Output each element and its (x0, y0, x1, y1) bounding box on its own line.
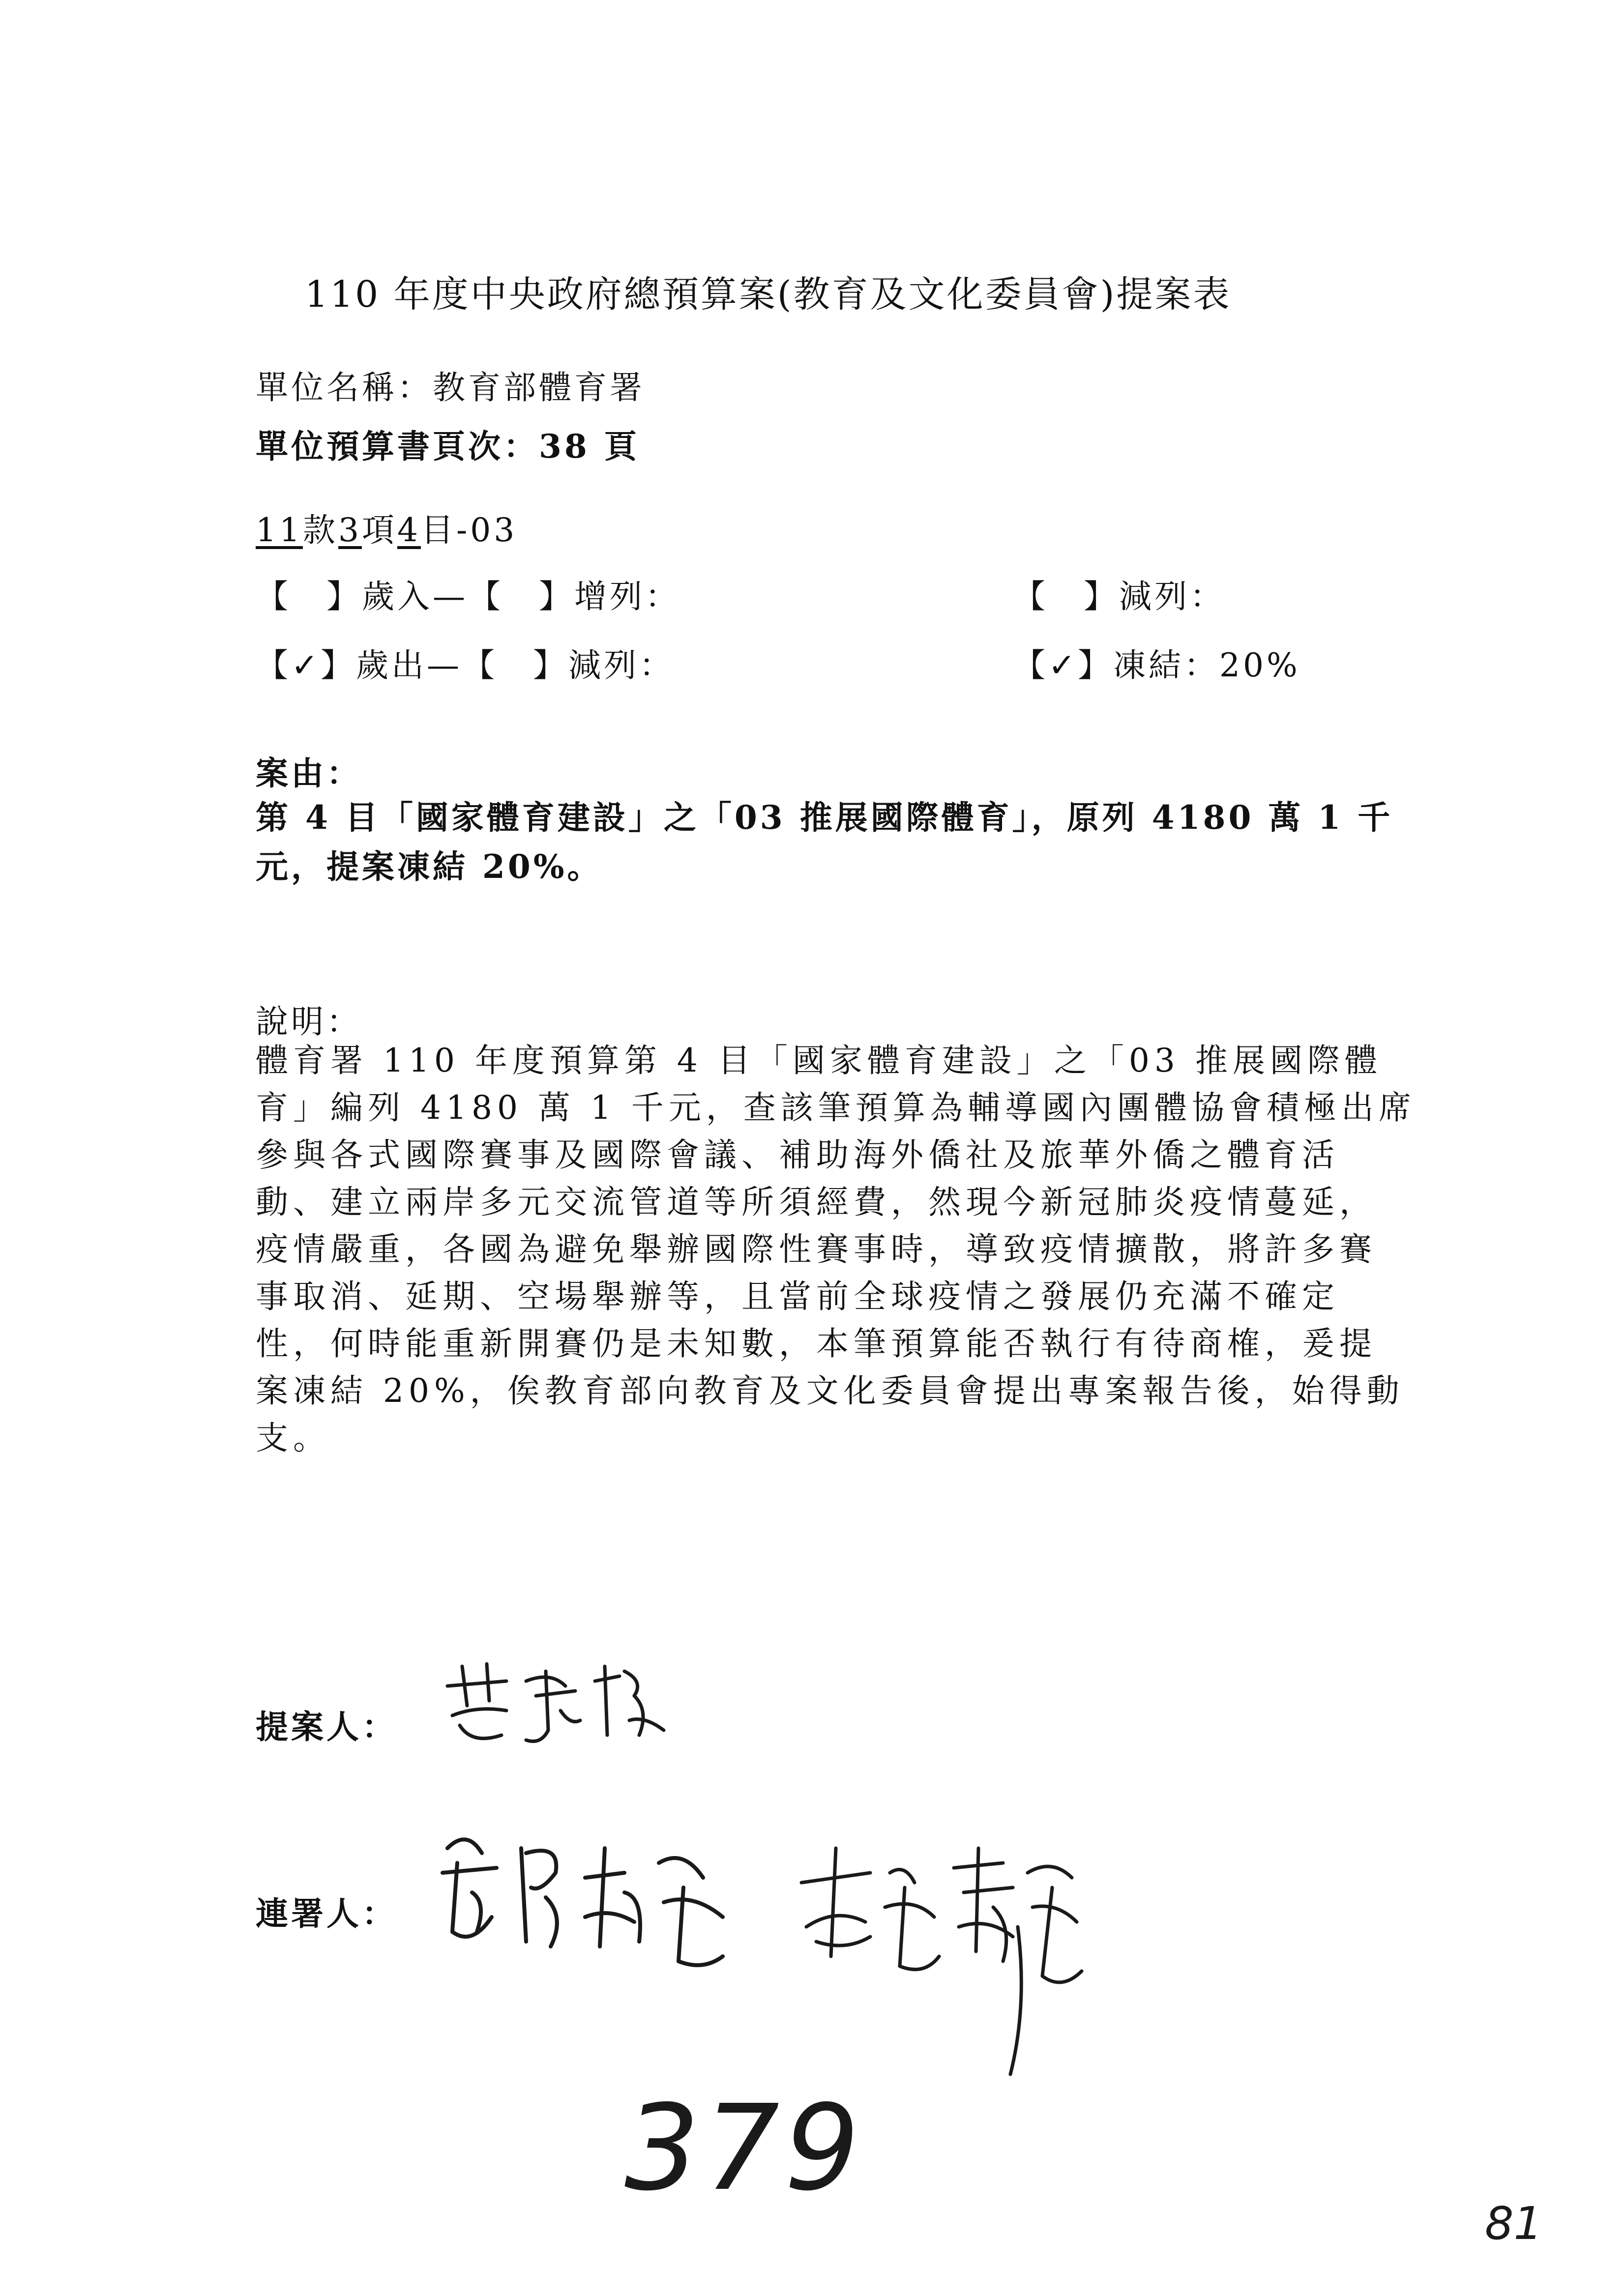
option-expenditure-label: 】歲出—【 】減列： (321, 646, 675, 684)
explanation-line: 育」編列 4180 萬 1 千元，查該筆預算為輔導國內團體協會積極出席 (256, 1089, 1416, 1127)
option-decrease-1: 【 】減列： (1013, 578, 1225, 615)
proposer-signature (433, 1652, 688, 1760)
explanation-line: 事取消、延期、空場舉辦等，且當前全球疫情之發展仍充滿不確定 (256, 1278, 1339, 1315)
explanation-line: 性，何時能重新開賽仍是未知數，本筆預算能否執行有待商榷，爰提 (256, 1325, 1377, 1363)
page-number: 81 (1485, 2197, 1543, 2250)
reason-text-line-2: 元，提案凍結 20%。 (256, 847, 603, 886)
budget-page: 單位預算書頁次：38 頁 (256, 427, 640, 465)
option-freeze-label: 】凍結：20% (1078, 646, 1300, 684)
explanation-line: 案凍結 20%，俟教育部向教育及文化委員會提出專案報告後，始得動 (256, 1372, 1404, 1410)
item-kuan-label: 款 (302, 511, 338, 549)
cosigner-signature-1 (428, 1819, 742, 1981)
explanation-heading: 說明： (256, 1003, 362, 1041)
item-code (256, 504, 517, 551)
check-icon: ✓ (291, 646, 322, 684)
page-title: 110 年度中央政府總預算案(教育及文化委員會)提案表 (305, 273, 1232, 316)
explanation-body (256, 1037, 1436, 1462)
bracket-open: 【 (256, 646, 291, 684)
bracket-open: 【 (1013, 646, 1048, 684)
proposer-label: 提案人： (256, 1708, 397, 1746)
item-xiang: 3 (338, 511, 362, 549)
handwritten-number: 379 (624, 2079, 865, 2217)
item-mu-label: 目-03 (420, 511, 518, 549)
item-mu: 4 (397, 511, 421, 549)
explanation-line: 疫情嚴重，各國為避免舉辦國際性賽事時，導致疫情擴散，將許多賽 (256, 1230, 1377, 1268)
reason-heading: 案由： (256, 754, 362, 792)
explanation-line: 支。 (256, 1419, 330, 1457)
explanation-line: 參與各式國際賽事及國際會議、補助海外僑社及旅華外僑之體育活 (256, 1136, 1339, 1174)
cosigner-label: 連署人： (256, 1894, 397, 1933)
option-expenditure-decrease (256, 639, 675, 686)
check-icon: ✓ (1048, 646, 1079, 684)
option-freeze (1013, 639, 1300, 686)
item-kuan: 11 (256, 511, 303, 549)
option-revenue-increase: 【 】歲入—【 】增列： (256, 578, 680, 615)
unit-name: 單位名稱：教育部體育署 (256, 369, 645, 407)
explanation-line: 體育署 110 年度預算第 4 目「國家體育建設」之「03 推展國際體 (256, 1042, 1382, 1079)
reason-text-line-1: 第 4 目「國家體育建設」之「03 推展國際體育」，原列 4180 萬 1 千 (256, 798, 1393, 837)
cosigner-signature-2 (787, 1829, 1092, 2084)
item-xiang-label: 項 (361, 511, 397, 549)
explanation-line: 動、建立兩岸多元交流管道等所須經費，然現今新冠肺炎疫情蔓延， (256, 1183, 1377, 1221)
